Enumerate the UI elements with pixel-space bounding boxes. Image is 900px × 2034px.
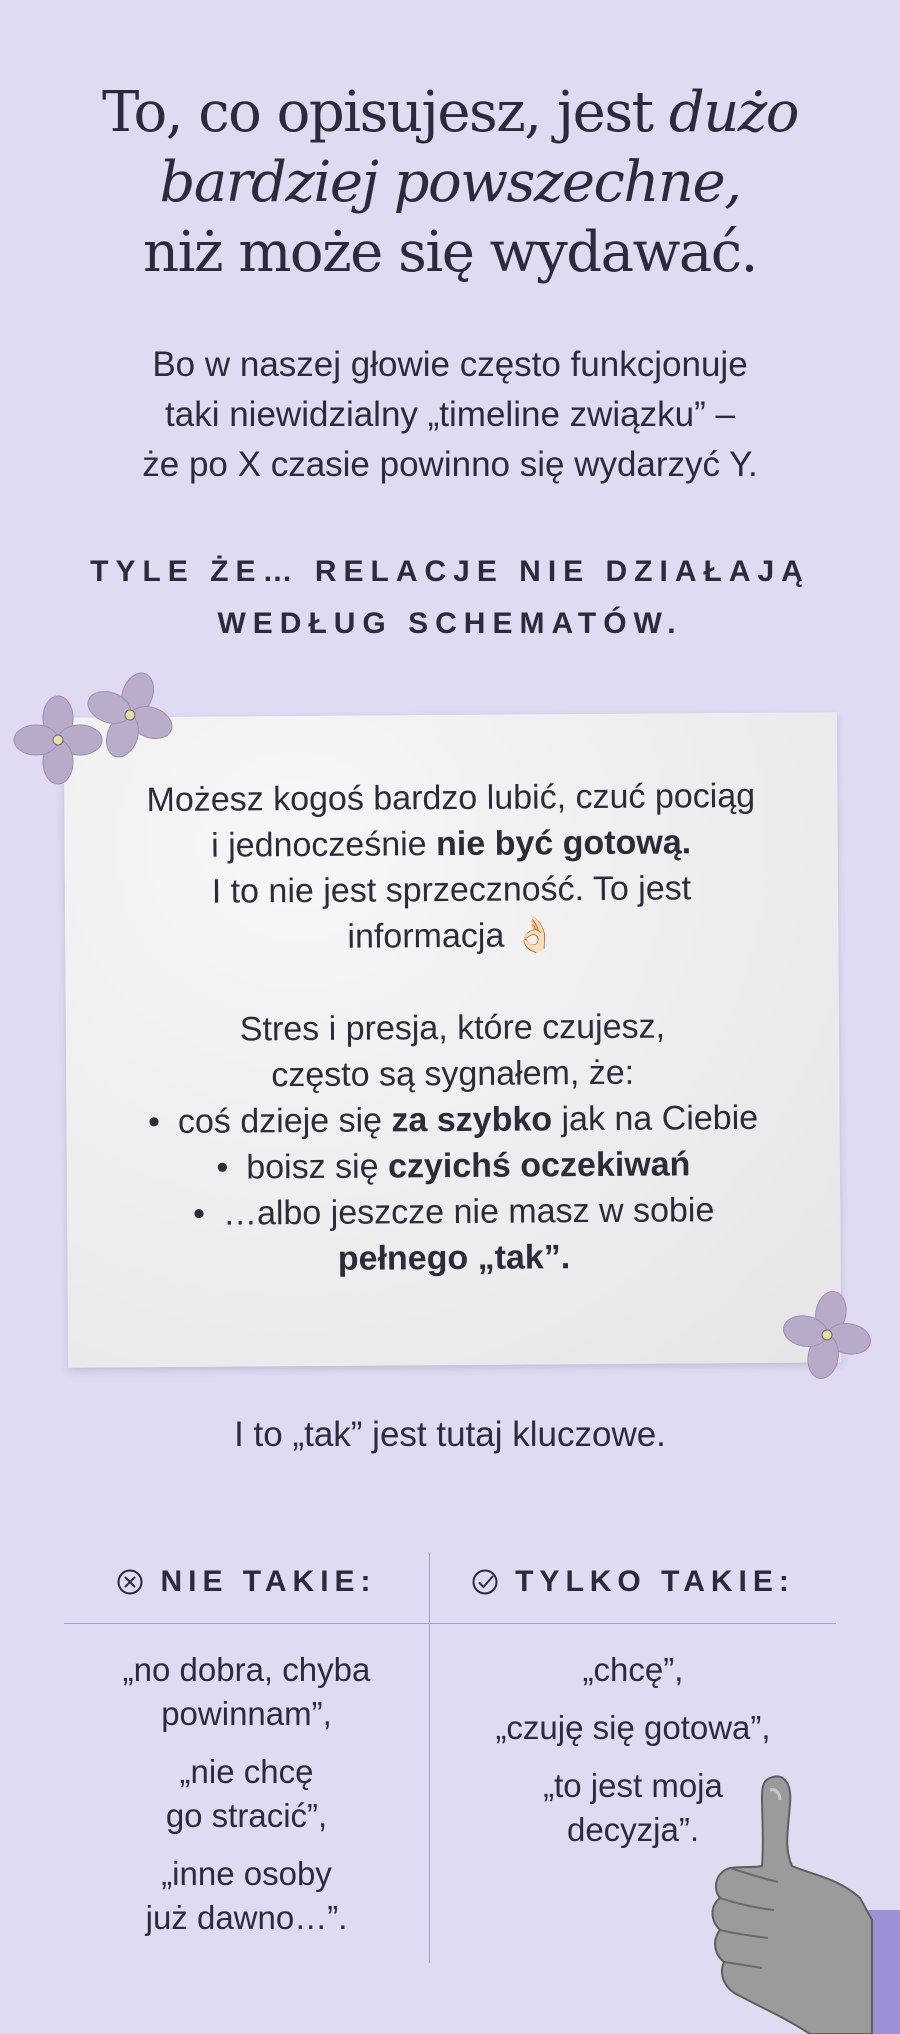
headline-line-2: bardziej powszechne, (159, 150, 741, 215)
list-item: „inne osoby już dawno…”. (145, 1855, 348, 1936)
list-item: „nie chcę go stracić”, (165, 1753, 328, 1834)
caps-heading: TYLE ŻE… RELACJE NIE DZIAŁAJĄ WEDŁUG SCHEMATÓW. (90, 555, 810, 640)
column-heading-not-these: NIE TAKIE: (64, 1557, 429, 1607)
ok-hand-icon: 👌🏻 (513, 916, 557, 955)
headline-line-1: To, co opisujesz, jest dużo (101, 80, 798, 145)
check-circle-icon (471, 1568, 499, 1596)
column-heading-only-these: TYLKO TAKIE: (430, 1557, 836, 1607)
thumbs-up-icon (700, 1770, 900, 2034)
bullet-item: • coś dzieje się za szybko jak na Ciebie (96, 1095, 809, 1146)
key-statement: I to „tak” jest tutaj kluczowe. (234, 1415, 666, 1454)
flower-icon (777, 1285, 877, 1385)
list-item: „czuję się gotowa”, (495, 1709, 771, 1746)
headline (60, 78, 840, 288)
intro-paragraph: Bo w naszej głowie często funkcjonuje taki niewidzialny „timeline związku” – że po X czasie powinno się wydarzyć Y. (142, 345, 758, 484)
list-item: „no dobra, chyba powinnam”, (122, 1651, 371, 1732)
flower-icon (80, 665, 180, 765)
headline-line-3: niż może się wydawać. (143, 220, 757, 285)
list-item: „chcę”, (582, 1651, 684, 1688)
bullet-item: • boisz się czyichś oczekiwań (97, 1141, 810, 1192)
header-divider (64, 1623, 836, 1624)
bullet-item: • …albo jeszcze nie masz w sobie (97, 1187, 810, 1238)
paper-note (64, 712, 842, 1367)
list-item: „to jest moja decyzja”. (543, 1767, 723, 1848)
cross-circle-icon (116, 1568, 144, 1596)
note-text: Możesz kogoś bardzo lubić, czuć pociąg i jednocześnie nie być gotową. I to nie jest sprzeczność. To jest informacja 👌🏻 Stres i presja, które czujesz, często są sygnałem, że: • coś dzieje się za szybko jak na Ciebie • boisz się czyichś oczekiwań • …albo jeszcze nie masz w sobie pełnego „tak”. (94, 773, 811, 1284)
not-these-list (64, 1648, 429, 1954)
